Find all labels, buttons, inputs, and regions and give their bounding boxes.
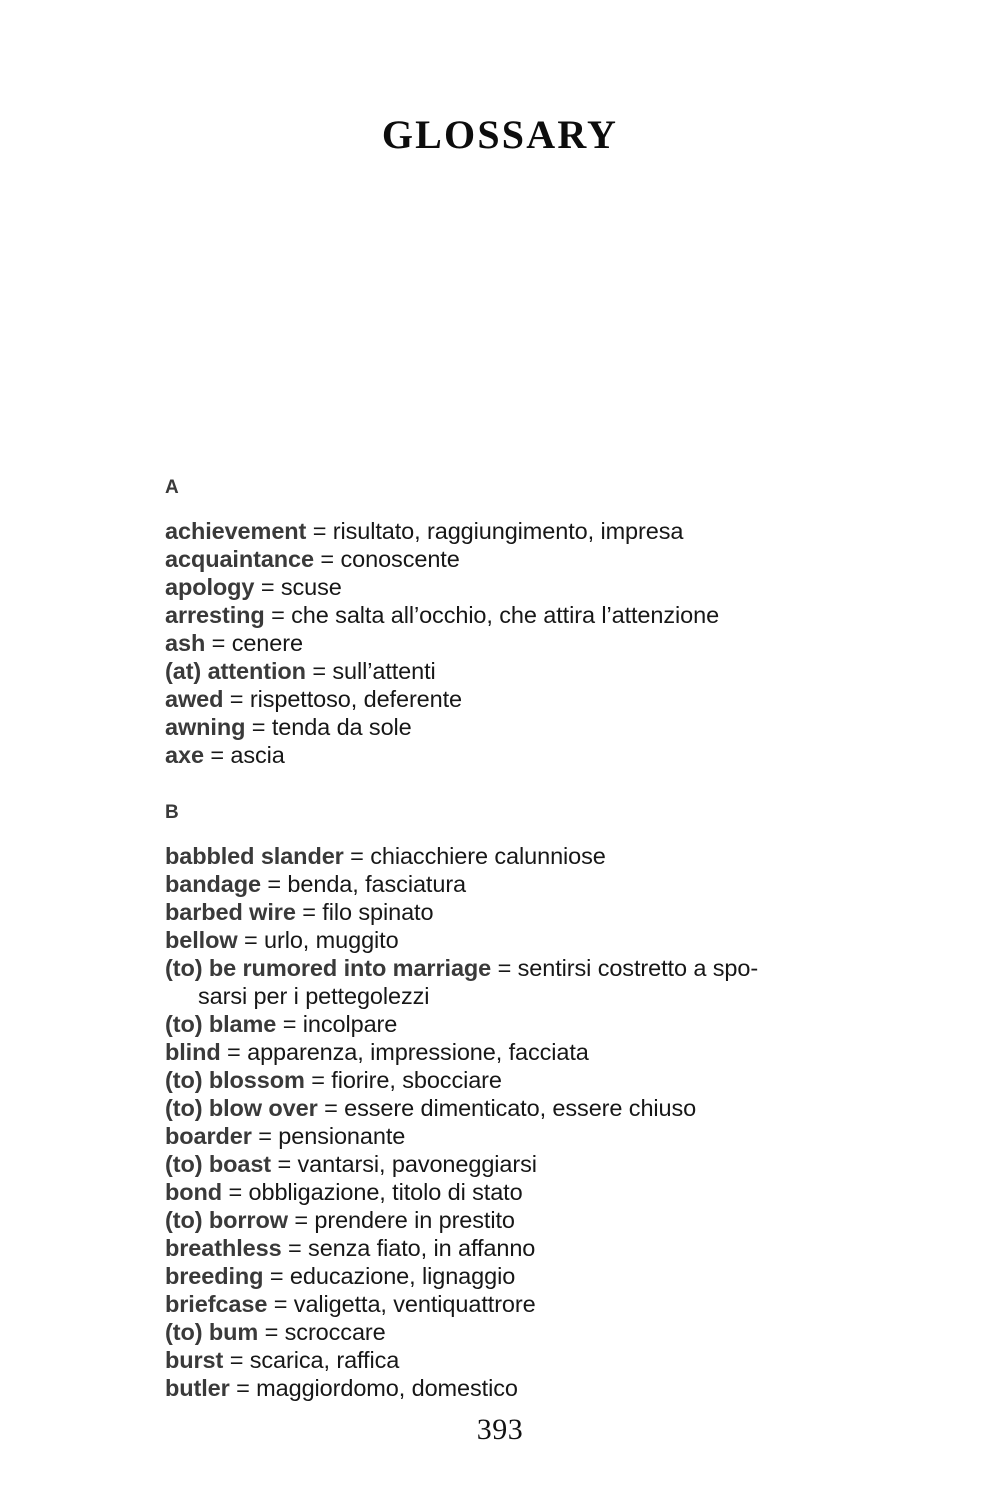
entry-separator: = (263, 1263, 290, 1289)
glossary-entry (165, 1318, 900, 1346)
entry-definition: rispettoso, deferente (249, 686, 463, 712)
entry-separator: = (276, 1011, 303, 1037)
glossary-entry (165, 1038, 900, 1066)
glossary-entry (165, 657, 900, 685)
glossary-entry (165, 1178, 900, 1206)
glossary-entry (165, 573, 900, 601)
section-letter: B (165, 802, 180, 823)
entry-separator: = (223, 686, 250, 712)
glossary-entry (165, 1374, 900, 1402)
entry-list (165, 517, 900, 769)
entry-term: babbled slander (165, 843, 344, 869)
glossary-entry (165, 629, 900, 657)
entry-definition: sentirsi costretto a spo- (517, 955, 759, 981)
entry-term: barbed wire (165, 899, 296, 925)
entry-separator: = (220, 1039, 248, 1065)
entry-separator: = (245, 714, 272, 740)
entry-term: acquaintance (165, 546, 314, 572)
entry-definition: cenere (231, 630, 303, 656)
entry-separator: = (295, 899, 323, 925)
entry-term: butler (165, 1375, 230, 1401)
glossary-entry (165, 926, 900, 954)
entry-separator: = (287, 1207, 315, 1233)
entry-definition: pensionante (278, 1123, 406, 1149)
entry-separator: = (205, 630, 232, 656)
entry-term: (to) be rumored into marriage (165, 955, 492, 981)
glossary-entry (165, 685, 900, 713)
entry-term: awed (165, 686, 224, 712)
entry-term: bond (165, 1179, 223, 1205)
entry-separator: = (271, 1151, 298, 1177)
entry-separator: = (306, 518, 333, 544)
entry-separator: = (229, 1375, 257, 1401)
entry-term: (to) blow over (165, 1095, 318, 1121)
entry-term: (to) blossom (165, 1067, 305, 1093)
entry-definition: risultato, raggiungimento, impresa (332, 518, 684, 544)
entry-definition: incolpare (302, 1011, 398, 1037)
entry-definition: scarica, raffica (249, 1347, 400, 1373)
glossary-body (165, 478, 900, 1402)
entry-separator: = (317, 1095, 345, 1121)
entry-separator: = (237, 927, 265, 953)
entry-definition: tenda da sole (271, 714, 412, 740)
glossary-entry (165, 1206, 900, 1234)
entry-term: achievement (165, 518, 307, 544)
entry-separator: = (314, 546, 341, 572)
glossary-section (165, 478, 900, 769)
entry-separator: = (258, 1319, 285, 1345)
entry-term: (to) boast (165, 1151, 272, 1177)
entry-term: ash (165, 630, 206, 656)
glossary-entry (165, 1122, 900, 1150)
entry-definition: educazione, lignaggio (289, 1263, 516, 1289)
entry-separator: = (343, 843, 371, 869)
entry-term: burst (165, 1347, 224, 1373)
entry-definition: benda, fasciatura (287, 871, 467, 897)
page-title: GLOSSARY (381, 111, 619, 157)
entry-term: briefcase (165, 1291, 268, 1317)
entry-term: breathless (165, 1235, 282, 1261)
entry-term: (to) borrow (165, 1207, 288, 1233)
glossary-entry (165, 713, 900, 741)
entry-definition: vantarsi, pavoneggiarsi (297, 1151, 537, 1177)
entry-separator: = (304, 1067, 332, 1093)
entry-term: apology (165, 574, 255, 600)
glossary-entry (165, 1290, 900, 1318)
entry-separator: = (251, 1123, 279, 1149)
entry-definition: apparenza, impressione, facciata (247, 1039, 589, 1065)
glossary-entry (165, 1262, 900, 1290)
glossary-entry (165, 1066, 900, 1094)
entry-definition: maggiordomo, domestico (256, 1375, 518, 1401)
entry-separator: = (254, 574, 281, 600)
page-number: 393 (476, 1413, 524, 1446)
glossary-section (165, 803, 900, 1402)
entry-term: (to) bum (165, 1319, 259, 1345)
glossary-entry (165, 1150, 900, 1178)
entry-definition: fiorire, sbocciare (331, 1067, 502, 1093)
glossary-entry (165, 842, 900, 870)
entry-separator: = (203, 742, 231, 768)
entry-definition: scroccare (284, 1319, 386, 1345)
entry-separator: = (222, 1179, 249, 1205)
entry-term: axe (165, 742, 204, 768)
entry-definition: chiacchiere calunniose (370, 843, 606, 869)
entry-definition-continuation: sarsi per i pettegolezzi (198, 983, 430, 1009)
entry-separator: = (223, 1347, 250, 1373)
entry-term: arresting (165, 602, 265, 628)
glossary-entry (165, 545, 900, 573)
entry-definition: prendere in prestito (314, 1207, 515, 1233)
entry-definition: che salta all’occhio, che attira l’attenzione (291, 602, 720, 628)
section-letter: A (165, 477, 180, 498)
entry-definition: senza fiato, in affanno (308, 1235, 536, 1261)
entry-separator: = (264, 602, 292, 628)
glossary-entry (165, 870, 900, 898)
glossary-entry (165, 741, 900, 769)
entry-separator: = (281, 1235, 309, 1261)
entry-term: awning (165, 714, 246, 740)
entry-term: (to) blame (165, 1011, 277, 1037)
glossary-entry (165, 1010, 900, 1038)
entry-separator: = (267, 1291, 294, 1317)
entry-definition: sull’attenti (332, 658, 436, 684)
glossary-entry (165, 1234, 900, 1262)
entry-term: blind (165, 1039, 221, 1065)
entry-list (165, 842, 900, 1402)
entry-separator: = (305, 658, 333, 684)
entry-term: boarder (165, 1123, 252, 1149)
entry-definition: urlo, muggito (264, 927, 399, 953)
glossary-entry (165, 1346, 900, 1374)
entry-definition: essere dimenticato, essere chiuso (344, 1095, 697, 1121)
entry-term: bandage (165, 871, 261, 897)
entry-separator: = (260, 871, 288, 897)
entry-definition: ascia (230, 742, 285, 768)
entry-definition: conoscente (340, 546, 460, 572)
glossary-entry (165, 601, 900, 629)
entry-term: (at) attention (165, 658, 306, 684)
glossary-entry (165, 1094, 900, 1122)
entry-term: breeding (165, 1263, 264, 1289)
entry-definition: obbligazione, titolo di stato (248, 1179, 523, 1205)
entry-definition: filo spinato (322, 899, 434, 925)
glossary-entry (165, 898, 900, 926)
entry-definition: valigetta, ventiquattrore (293, 1291, 536, 1317)
entry-separator: = (491, 955, 518, 981)
glossary-entry (165, 517, 900, 545)
entry-definition: scuse (280, 574, 342, 600)
glossary-entry (165, 954, 900, 982)
entry-term: bellow (165, 927, 238, 953)
